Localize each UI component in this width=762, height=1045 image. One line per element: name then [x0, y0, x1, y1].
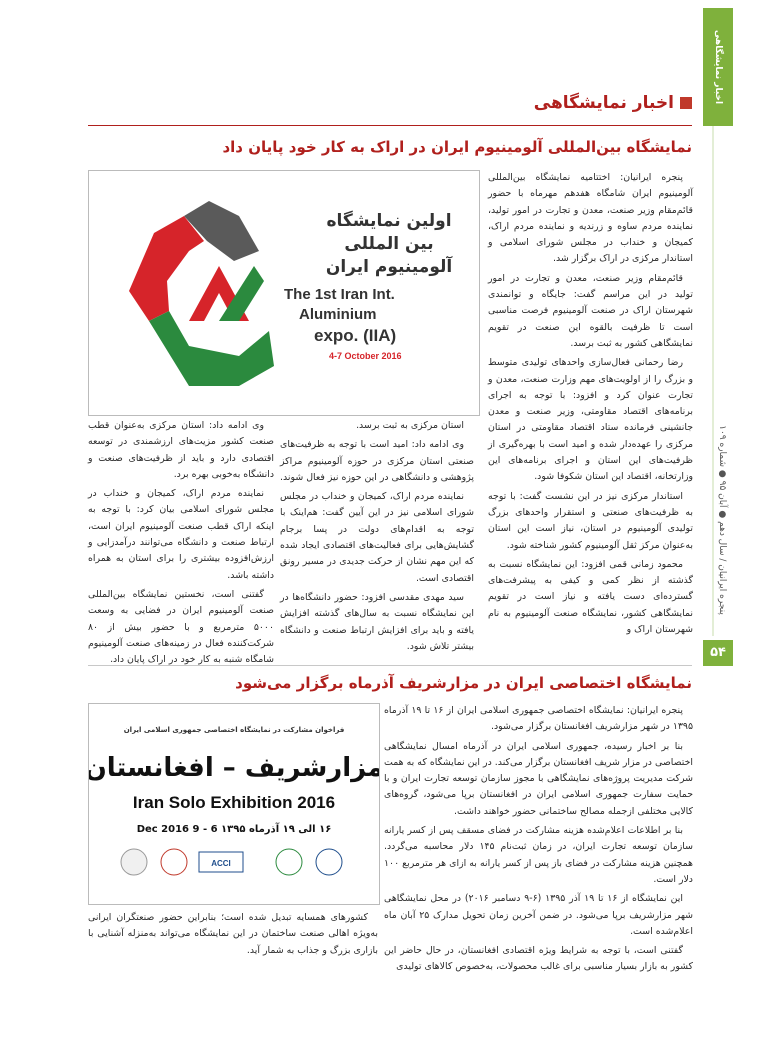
article1-title: نمایشگاه بین‌المللی آلومینیوم ایران در اراک به کار خود پایان داد [222, 138, 692, 156]
paragraph: گفتنی است، با توجه به شرایط ویژه اقتصادی افغانستان، در حال حاضر این کشور به بازار بسیار مناسبی برای غالب محصولات، به‌خصوص کالاهای تولیدی [384, 945, 693, 973]
aluminium-expo-logo [89, 171, 479, 415]
paragraph: نماینده مردم اراک، کمیجان و خنداب در مجلس شورای اسلامی بیان کرد: با توجه به اینکه اراک قطب صنعت آلومینیوم ایران است، ارتباط صنعت و دانشگاه می‌توانند درآمدزایی و ارزش‌افزوده بیشتری را برای استان به همراه داشته باشد. [88, 488, 274, 581]
article1-column-left [88, 418, 274, 671]
article1-column-middle [280, 418, 474, 658]
poster-fa-title: مزارشریف – افغانستان [89, 753, 379, 783]
image-fa-line2: بین المللی [344, 234, 434, 254]
article1-column-right [488, 170, 693, 641]
issue-info-text: پنجره ایرانیان / سال دهم ● آبان ۹۵ ● شماره ۱۰۹ [717, 425, 727, 615]
paragraph: استان مرکزی به ثبت برسد. [356, 420, 464, 431]
partner-logo [276, 849, 302, 875]
paragraph: وی ادامه داد: امید است با توجه به ظرفیت‌های صنعتی استان مرکزی در حوزه آلومینیوم مراکز پژوهشی و دانشگاهی در این حوزه نیز فعال شوند. [280, 439, 474, 483]
paragraph: کشورهای همسایه تبدیل شده است؛ بنابراین حضور صنعتگران ایرانی به‌ویژه اهالی صنعت ساختمان در این نمایشگاه می‌تواند به‌منزله آشنایی با بازاری بزرگ و جذاب به شمار آید. [88, 912, 378, 956]
mazar-exhibition-poster [89, 704, 379, 904]
poster-en-title: Iran Solo Exhibition 2016 [132, 793, 336, 812]
image-fa-line3: آلومینیوم ایران [325, 257, 453, 277]
partner-logo [121, 849, 147, 875]
article2-title: نمایشگاه اختصاصی ایران در مزارشریف آذرماه برگزار می‌شود [235, 674, 692, 692]
issue-info [712, 400, 732, 640]
section-title: اخبار نمایشگاهی [533, 92, 674, 113]
paragraph: رضا رحمانی فعال‌سازی واحدهای تولیدی متوسط و بزرگ را از اولویت‌های مهم وزارت صنعت، معدن و تجارت عنوان کرد و افزود: با توجه به اجرای برنامه‌های اقتصاد مقاومتی، وزیر صنعت و معدن جانشینی فرمانده ستاد اقتصاد مقاومتی در استان مرکزی را عهده‌دار شده و امید است با بهره‌گیری از ظرفیت‌های این استان و اجرای برنامه‌های این وزارتخانه، اقتصاد این استان شکوفا شود. [488, 357, 693, 483]
poster-banner-title: فراخوان مشارکت در نمایشگاه اختصاصی جمهوری اسلامی ایران [123, 726, 345, 734]
paragraph: پنجره ایرانیان: اختتامیه نمایشگاه بین‌المللی آلومینیوم ایران شامگاه هفدهم مهرماه با حضور قائم‌مقام وزیر صنعت، معدن و تجارت در امور تولید، نماینده مردم ساوه و زرندیه و نماینده مردم اراک، کمیجان و خنداب در مجلس شورای اسلامی و استاندار مرکزی در اراک برگزار شد. [488, 172, 693, 265]
side-tab-label: اخبار نمایشگاهی [713, 29, 723, 105]
section-side-tab [703, 8, 733, 126]
logo-gear-green [149, 311, 274, 386]
article-divider [88, 665, 692, 666]
article2-column-right [384, 703, 693, 979]
partner-logo [161, 849, 187, 875]
image-en-line2: Aluminium [299, 306, 377, 323]
image-fa-line1: اولین نمایشگاه [326, 211, 452, 231]
mazar-exhibition-image [88, 703, 380, 905]
paragraph: بنا بر اطلاعات اعلام‌شده هزینه مشارکت در فضای مسقف پس از کسر یارانه سازمان توسعه تجارت ایران، در زمان ثبت‌نام ۱۴۵ دلار محاسبه می‌گردد. همچنین هزینه مشارکت در فضای باز پس از کسر یارانه به ازای هر مترمربع ۱۰۰ دلار است. [384, 825, 693, 885]
article2-column-left [88, 910, 378, 962]
section-rule [88, 125, 692, 126]
paragraph: استاندار مرکزی نیز در این نشست گفت: با توجه به ظرفیت‌های صنعتی و استقرار واحدهای بزرگ تولیدی آلومینیوم در استان، نیاز است این استان به‌عنوان مرکز ثقل آلومینیوم کشور شناخته شود. [488, 490, 693, 551]
paragraph: گفتنی است، نخستین نمایشگاه بین‌المللی صنعت آلومینیوم ایران در فضایی به وسعت ۵۰۰۰ مترمربع و با حضور بیش از ۸۰ شرکت‌کننده فعال در زمینه‌های صنعت آلومینیوم شامگاه شنبه به کار خود در اراک پایان داد. [88, 588, 274, 666]
acci-logo-text: ACCI [211, 859, 231, 868]
image-en-line3: expo. (IIA) [314, 326, 397, 345]
paragraph: سید مهدی مقدسی افزود: حضور دانشگاه‌ها در این نمایشگاه نسبت به سال‌های گذشته افزایش یافته و باید برای افزایش ارتباط صنعت و دانشگاه بیشتر تلاش شود. [280, 591, 474, 652]
section-square-icon [680, 97, 692, 109]
partner-logo [316, 849, 342, 875]
image-dates: 4-7 October 2016 [329, 351, 402, 361]
paragraph: نماینده مردم اراک، کمیجان و خنداب در مجلس شورای اسلامی نیز در این آیین گفت: هم‌اینک با توجه به اقدام‌های دولت در پسا برجام گشایش‌هایی برای فعالیت‌های اقتصادی ایجاد شده که این مهم نشان از حرکت جدیدی در مسیر رونق اقتصادی است. [280, 491, 474, 584]
image-en-line1: The 1st Iran Int. [284, 286, 395, 303]
paragraph: این نمایشگاه از ۱۶ تا ۱۹ آذر ۱۳۹۵ (۶-۹ دسامبر ۲۰۱۶) در محل نمایشگاهی شهر مزارشریف برپا می‌شود. در ضمن آخرین زمان تحویل مدارک ۲۵ آبان ماه اعلام‌شده است. [384, 893, 693, 937]
paragraph: محمود زمانی قمی افزود: این نمایشگاه نسبت به گذشته از نظر کمی و کیفی به پیشرفت‌های گسترده‌ای دست یافته و نیاز است در تقویم نمایشگاهی کشور، نمایشگاه صنعت آلومینیوم به نام شهرستان اراک و [488, 558, 693, 636]
page-number: ۵۴ [703, 640, 733, 666]
logo-gear-red [129, 216, 204, 321]
paragraph: پنجره ایرانیان: نمایشگاه اختصاصی جمهوری اسلامی ایران از ۱۶ تا ۱۹ آذرماه ۱۳۹۵ در شهر مزارشریف افغانستان برگزار می‌شود. [384, 705, 693, 733]
paragraph: وی ادامه داد: استان مرکزی به‌عنوان قطب صنعت کشور مزیت‌های ارزشمندی در توسعه اقتصادی دارد و باید از ظرفیت‌های صنعت و دانشگاه به‌خوبی بهره برد. [88, 420, 274, 480]
paragraph: بنا بر اخبار رسیده، جمهوری اسلامی ایران در آذرماه امسال نمایشگاهی اختصاصی در مزار شریف افغانستان برگزار می‌کند. در این نمایشگاه که به همت شرکت مدیریت پروژه‌های نمایشگاهی با مجوز سازمان توسعه تجارت ایران و با حمایت سفارت جمهوری اسلامی ایران در افغانستان برپا می‌شود، گروه‌های کالایی مختلفی ازجمله مصالح ساختمانی حضور خواهند داشت. [384, 740, 693, 817]
aluminium-expo-image [88, 170, 480, 416]
poster-dates: ۱۶ الی ۱۹ آذرماه ۱۳۹۵ 6 - 9 Dec 2016 [136, 824, 332, 835]
section-header [430, 92, 692, 118]
poster-logos [121, 849, 342, 875]
paragraph: قائم‌مقام وزیر صنعت، معدن و تجارت در امور تولید در این مراسم گفت: جایگاه و توانمندی شهرستان اراک در صنعت آلومینیوم فرصت مناسبی است تا ظرفیت بالقوه این صنعت در تقویم نمایشگاهی کشور به ثبت برسد. [488, 272, 693, 349]
